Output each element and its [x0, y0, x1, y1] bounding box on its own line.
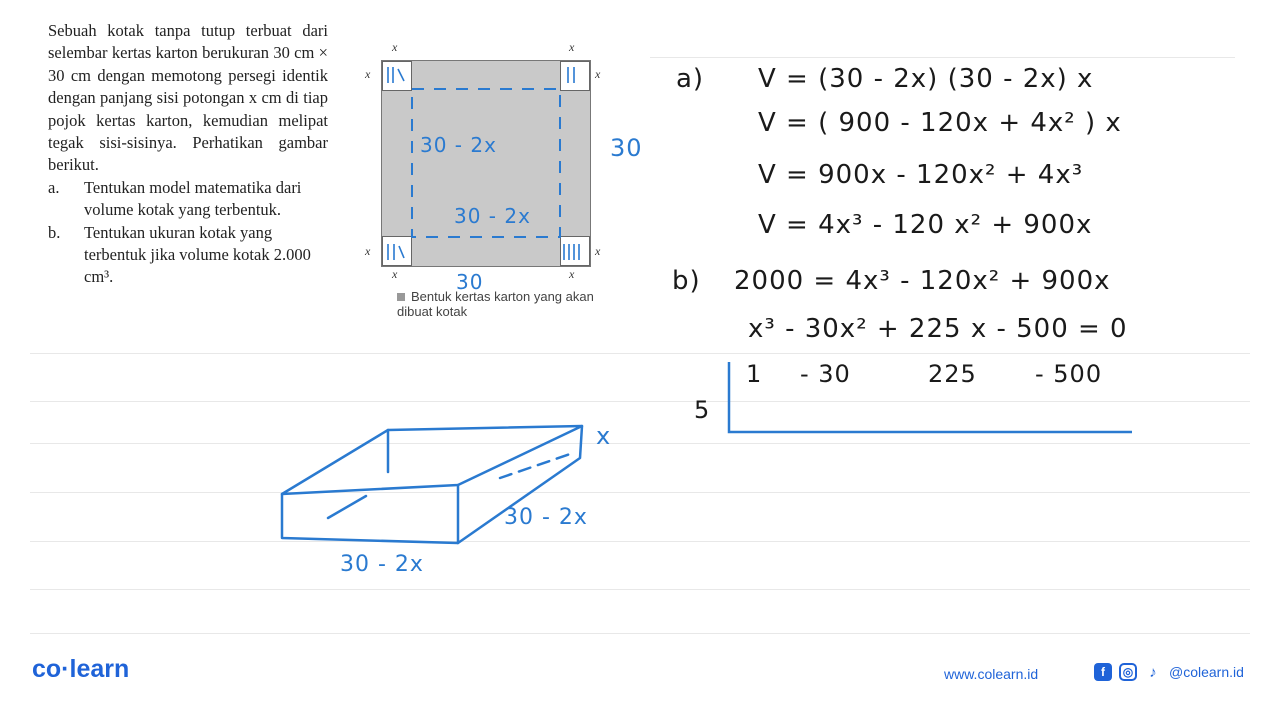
question-a-text: Tentukan model matematika dari volume kotak yang terbentuk.	[84, 177, 302, 220]
fig-bottom-label: 30	[456, 270, 484, 294]
question-a-marker: a.	[48, 177, 60, 197]
part-b-line-2: x³ - 30x² + 225 x - 500 = 0	[748, 314, 1128, 344]
label-x-left-top: x	[365, 67, 371, 81]
colearn-logo: co·learn	[32, 655, 130, 683]
horner-coeff-3: 225	[928, 360, 977, 388]
label-x-right-top: x	[595, 67, 601, 81]
horner-coeff-2: - 30	[800, 360, 851, 388]
footer-social	[1094, 663, 1244, 681]
part-a-label: a)	[676, 64, 705, 94]
box-label-side: 30 - 2x	[504, 505, 588, 530]
rule-line	[30, 353, 1250, 354]
cardboard-sheet	[381, 60, 591, 267]
label-x-bottom-right: x	[569, 267, 575, 281]
part-b-line-1: 2000 = 4x³ - 120x² + 900x	[734, 266, 1111, 296]
problem-questions	[48, 177, 328, 289]
caption-marker-icon	[397, 293, 405, 301]
cardboard-figure	[355, 38, 643, 338]
label-x-top-left: x	[392, 40, 398, 54]
problem-statement	[48, 20, 328, 289]
social-handle[interactable]: @colearn.id	[1169, 664, 1244, 680]
fig-inner-top-label: 30 - 2x	[420, 133, 497, 157]
rule-line	[650, 57, 1235, 58]
fig-side-label: 30	[610, 134, 643, 162]
caption-text: Bentuk kertas karton yang akan dibuat kotak	[397, 289, 594, 319]
label-x-left-bottom: x	[365, 244, 371, 258]
box-label-height: x	[596, 422, 612, 450]
horner-coeff-4: - 500	[1035, 360, 1103, 388]
label-x-right-bottom: x	[595, 244, 601, 258]
horner-coeff-1: 1	[746, 360, 763, 388]
problem-intro: Sebuah kotak tanpa tutup terbuat dari selembar kertas karton berukuran 30 cm × 30 cm dengan memotong persegi identik dengan panjang sisi potongan x cm di tiap pojok kertas karton, kemudian melipat tegak sisi-sisinya. Perhatikan gambar berikut.	[48, 21, 328, 175]
part-a-line-3: V = 900x - 120x² + 4x³	[758, 160, 1084, 190]
box-sketch	[270, 410, 650, 600]
part-b-label: b)	[672, 266, 701, 296]
box-label-front: 30 - 2x	[340, 552, 424, 577]
rule-line	[30, 633, 1250, 634]
question-b	[48, 222, 328, 289]
tiktok-icon[interactable]: ♪	[1149, 663, 1157, 681]
question-b-text: Tentukan ukuran kotak yang terbentuk jika volume kotak 2.000 cm³.	[84, 222, 311, 287]
part-a-line-1: V = (30 - 2x) (30 - 2x) x	[758, 64, 1094, 94]
fold-lines	[382, 61, 590, 266]
figure-caption	[397, 289, 597, 319]
part-a-line-4: V = 4x³ - 120 x² + 900x	[758, 210, 1093, 240]
label-x-top-right: x	[569, 40, 575, 54]
question-a	[48, 177, 328, 222]
question-b-marker: b.	[48, 222, 61, 242]
fig-inner-bottom-label: 30 - 2x	[454, 204, 531, 228]
part-a-line-2: V = ( 900 - 120x + 4x² ) x	[758, 108, 1122, 138]
label-x-bottom-left: x	[392, 267, 398, 281]
horner-root: 5	[694, 396, 711, 424]
instagram-icon[interactable]: ◎	[1119, 663, 1137, 681]
facebook-icon[interactable]: f	[1094, 663, 1112, 681]
footer-url[interactable]: www.colearn.id	[944, 666, 1039, 682]
